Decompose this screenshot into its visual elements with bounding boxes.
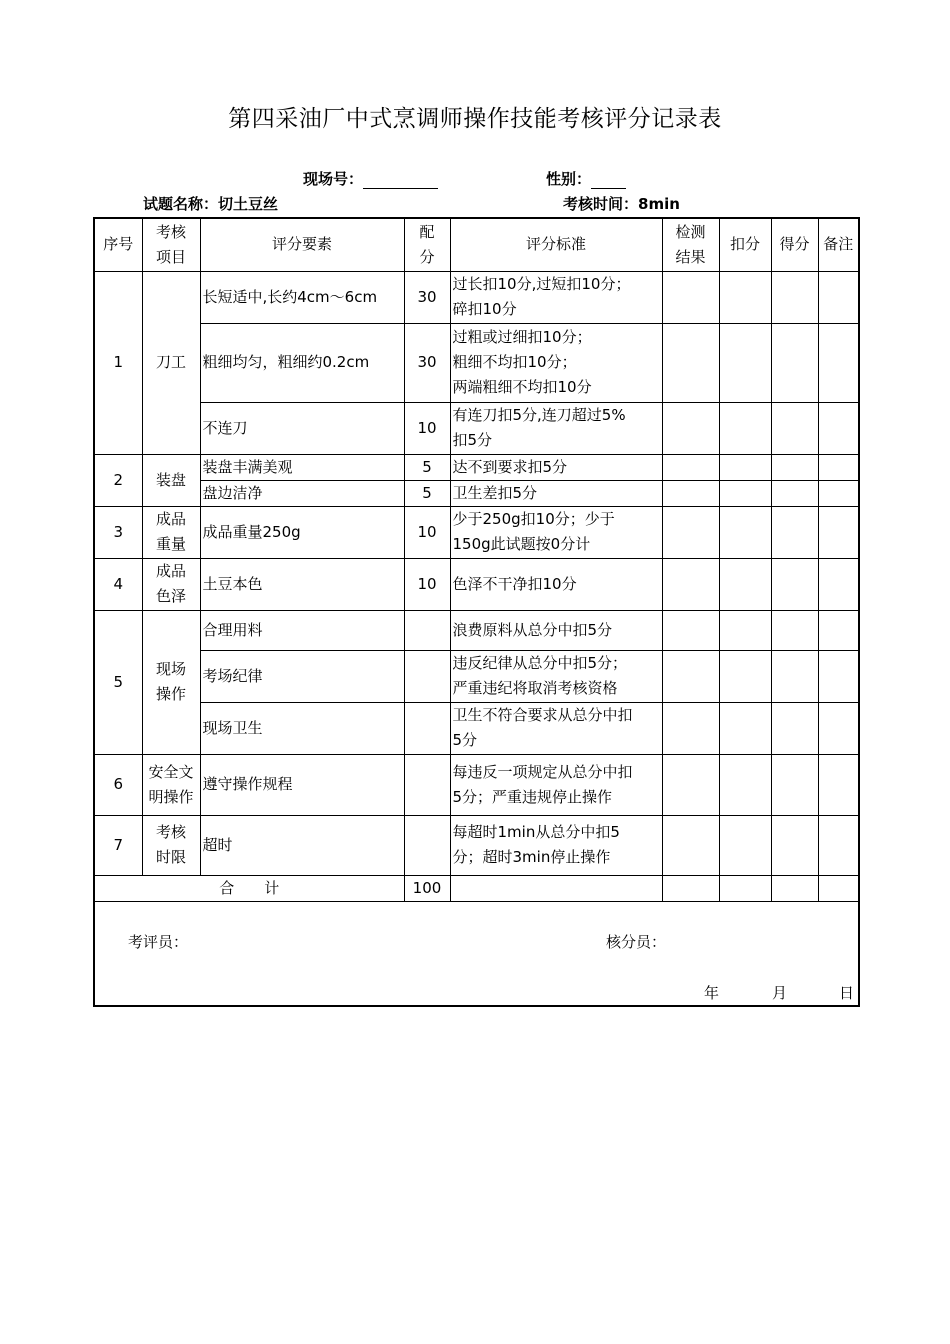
total-result-cell[interactable] [662,875,719,901]
criteria-line: 扣5分 [452,431,493,449]
result-cell[interactable] [662,454,719,480]
table-row [94,558,859,610]
get-cell[interactable] [771,702,818,754]
criteria-line: 5分 [452,731,478,749]
section-number: 4 [94,558,142,610]
criteria-line: 每违反一项规定从总分中扣 [452,762,633,781]
criteria-line: 5分；严重违规停止操作 [452,787,613,806]
max-score [404,754,450,815]
get-cell[interactable] [771,323,818,402]
max-score [404,610,450,650]
header-row [94,218,859,271]
remark-cell[interactable] [818,271,859,323]
criteria-line: 分；超时3min停止操作 [452,848,611,866]
get-cell[interactable] [771,815,818,875]
scoring-criteria [450,323,662,402]
section-item-line: 安全文 [148,762,194,781]
year-label: 年 [704,983,720,1002]
deduct-cell[interactable] [719,402,771,454]
section-item [142,454,200,506]
result-cell[interactable] [662,702,719,754]
table-row [94,402,859,454]
examiner-label: 考评员： [128,932,189,951]
criteria-line: 粗细不均扣10分； [452,353,577,371]
table-row [94,650,859,702]
max-score [404,702,450,754]
deduct-cell[interactable] [719,650,771,702]
section-item-line: 现场 [155,660,186,678]
result-cell[interactable] [662,323,719,402]
section-number: 6 [94,754,142,815]
header-no: 序号 [94,218,142,271]
section-item [142,506,200,558]
gender-blank[interactable] [591,170,626,189]
deduct-cell[interactable] [719,558,771,610]
criteria-line: 浪费原料从总分中扣5分 [452,620,613,639]
criteria-line: 卫生不符合要求从总分中扣 [452,706,633,724]
remark-cell[interactable] [818,480,859,506]
section-item-line: 成品 [155,510,186,528]
table-row [94,480,859,506]
score-table [93,217,860,1007]
section-item-line: 色泽 [155,587,186,605]
criteria-line: 达不到要求扣5分 [452,457,568,476]
scoring-criteria [450,480,662,506]
scoring-criteria [450,506,662,558]
section-item-line: 时限 [155,848,186,866]
remark-cell[interactable] [818,402,859,454]
table-row [94,323,859,402]
scoring-criteria [450,650,662,702]
max-score: 5 [404,454,450,480]
table-row [94,702,859,754]
section-item [142,754,200,815]
scoring-criteria [450,815,662,875]
get-cell[interactable] [771,610,818,650]
scoring-point: 盘边洁净 [200,480,404,506]
signature-area [94,901,859,1006]
section-item-line: 重量 [155,535,186,553]
scoring-criteria [450,402,662,454]
max-score: 30 [404,323,450,402]
max-score: 10 [404,506,450,558]
deduct-cell[interactable] [719,815,771,875]
criteria-line: 有连刀扣5分,连刀超过5% [452,406,626,424]
site-number-label: 现场号： [303,170,364,188]
total-criteria-cell [450,875,662,901]
scoring-point: 考场纪律 [200,650,404,702]
get-cell[interactable] [771,558,818,610]
table-row [94,506,859,558]
criteria-line: 过粗或过细扣10分； [452,328,592,346]
table-row [94,754,859,815]
section-item-line: 明操作 [148,787,194,806]
result-cell[interactable] [662,815,719,875]
score-table-body [94,218,859,1006]
max-score [404,815,450,875]
max-score: 10 [404,402,450,454]
scoring-criteria [450,610,662,650]
header-score: 配 分 [404,218,450,271]
deduct-cell[interactable] [719,610,771,650]
month-label: 月 [772,983,788,1002]
header-get: 得分 [771,218,818,271]
result-cell[interactable] [662,506,719,558]
header-deduct: 扣分 [719,218,771,271]
page-title: 第四采油厂中式烹调师操作技能考核评分记录表 [228,106,722,132]
exam-time: 考核时间：8min [563,195,680,213]
gender-label: 性别： [546,170,592,188]
deduct-cell[interactable] [719,454,771,480]
total-get-cell[interactable] [771,875,818,901]
scoring-point: 长短适中,长约4cm～6cm [200,271,404,323]
scoring-point: 超时 [200,815,404,875]
criteria-line: 违反纪律从总分中扣5分； [452,654,628,672]
get-cell[interactable] [771,650,818,702]
total-row [94,875,859,901]
site-number-blank[interactable] [363,170,438,189]
remark-cell[interactable] [818,323,859,402]
deduct-cell[interactable] [719,271,771,323]
scoring-point: 土豆本色 [200,558,404,610]
header-criteria: 评分标准 [450,218,662,271]
scoring-point: 粗细均匀，粗细约0.2cm [200,323,404,402]
result-cell[interactable] [662,610,719,650]
section-number: 3 [94,506,142,558]
section-number: 1 [94,271,142,454]
result-cell[interactable] [662,650,719,702]
remark-cell[interactable] [818,558,859,610]
result-cell[interactable] [662,402,719,454]
total-score: 100 [404,875,450,901]
criteria-line: 少于250g扣10分；少于 [452,510,615,528]
section-number: 7 [94,815,142,875]
get-cell[interactable] [771,754,818,815]
scoring-criteria [450,754,662,815]
deduct-cell[interactable] [719,323,771,402]
remark-cell[interactable] [818,454,859,480]
result-cell[interactable] [662,480,719,506]
table-row [94,610,859,650]
max-score: 10 [404,558,450,610]
scoring-point: 合理用料 [200,610,404,650]
get-cell[interactable] [771,402,818,454]
deduct-cell[interactable] [719,702,771,754]
scoring-point: 不连刀 [200,402,404,454]
get-cell[interactable] [771,271,818,323]
section-item-line: 成品 [155,562,186,580]
header-item: 考核 项目 [142,218,200,271]
section-number: 2 [94,454,142,506]
remark-cell[interactable] [818,506,859,558]
section-item-line: 刀工 [155,353,186,371]
total-remark-cell[interactable] [818,875,859,901]
scoring-criteria [450,271,662,323]
result-cell[interactable] [662,754,719,815]
get-cell[interactable] [771,454,818,480]
scoring-point: 成品重量250g [200,506,404,558]
signature-row [94,901,859,1006]
section-item-line: 考核 [155,823,186,841]
criteria-line: 碎扣10分 [452,300,517,318]
section-item [142,610,200,754]
max-score [404,650,450,702]
deduct-cell[interactable] [719,506,771,558]
criteria-line: 卫生差扣5分 [452,483,538,502]
gender-field [546,168,626,189]
get-cell[interactable] [771,506,818,558]
site-number-field [303,168,438,189]
header-remark: 备注 [818,218,859,271]
section-item [142,815,200,875]
header-result: 检测 结果 [662,218,719,271]
get-cell[interactable] [771,480,818,506]
scoring-criteria [450,558,662,610]
table-row [94,454,859,480]
total-deduct-cell[interactable] [719,875,771,901]
deduct-cell[interactable] [719,480,771,506]
scoring-point: 装盘丰满美观 [200,454,404,480]
scorer-label: 核分员： [606,932,667,951]
remark-cell[interactable] [818,815,859,875]
total-label: 合 计 [94,875,404,901]
table-row [94,815,859,875]
scoring-criteria [450,454,662,480]
section-item-line: 装盘 [155,470,186,489]
header-points: 评分要素 [200,218,404,271]
section-number: 5 [94,610,142,754]
criteria-line: 每超时1min从总分中扣5 [452,823,620,841]
section-item [142,558,200,610]
remark-cell[interactable] [818,702,859,754]
criteria-line: 两端粗细不均扣10分 [452,378,592,396]
day-label: 日 [839,983,855,1002]
criteria-line: 过长扣10分,过短扣10分； [452,275,631,293]
section-item-line: 操作 [155,685,186,703]
max-score: 5 [404,480,450,506]
scoring-point: 现场卫生 [200,702,404,754]
criteria-line: 严重违纪将取消考核资格 [452,679,618,697]
result-cell[interactable] [662,271,719,323]
criteria-line: 150g此试题按0分计 [452,535,591,553]
scoring-criteria [450,702,662,754]
remark-cell[interactable] [818,650,859,702]
criteria-line: 色泽不干净扣10分 [452,574,577,593]
table-row [94,271,859,323]
section-item [142,271,200,454]
scoring-point: 遵守操作规程 [200,754,404,815]
result-cell[interactable] [662,558,719,610]
deduct-cell[interactable] [719,754,771,815]
exam-name: 试题名称：切土豆丝 [143,195,279,213]
remark-cell[interactable] [818,754,859,815]
max-score: 30 [404,271,450,323]
remark-cell[interactable] [818,610,859,650]
